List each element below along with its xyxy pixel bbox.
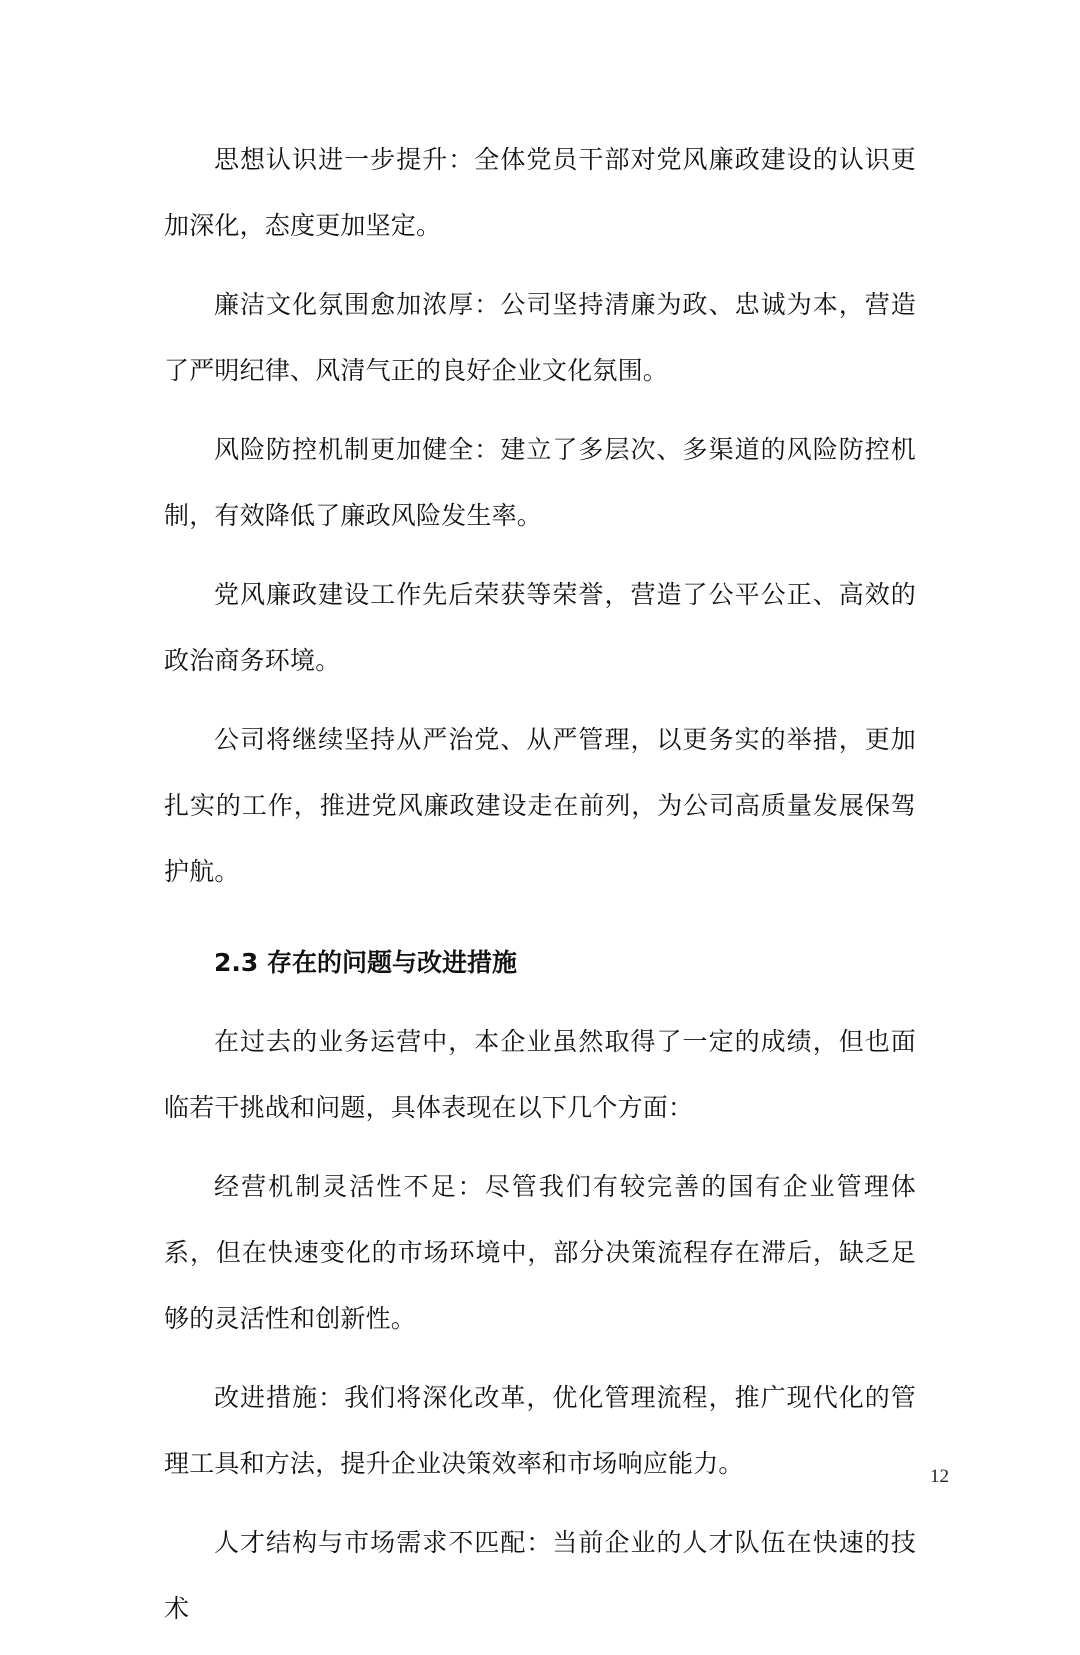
paragraph-improvement-measures: 改进措施：我们将深化改革，优化管理流程，推广现代化的管理工具和方法，提升企业决策效率和市场响应能力。 xyxy=(164,1383,916,1478)
section-heading: 2.3 存在的问题与改进措施 xyxy=(214,948,517,977)
paragraph-honors: 党风廉政建设工作先后荣获等荣誉，营造了公平公正、高效的政治商务环境。 xyxy=(164,580,916,675)
page-number: 12 xyxy=(930,1466,949,1487)
paragraph-continue-commitment: 公司将继续坚持从严治党、从严管理，以更务实的举措，更加扎实的工作，推进党风廉政建设走在前列，为公司高质量发展保驾护航。 xyxy=(164,725,916,886)
paragraph-risk-control: 风险防控机制更加健全：建立了多层次、多渠道的风险防控机制，有效降低了廉政风险发生率。 xyxy=(164,435,916,530)
paragraph-mechanism-flexibility: 经营机制灵活性不足：尽管我们有较完善的国有企业管理体系，但在快速变化的市场环境中，部分决策流程存在滞后，缺乏足够的灵活性和创新性。 xyxy=(164,1172,916,1333)
document-body xyxy=(164,127,916,1655)
paragraph-integrity-culture: 廉洁文化氛围愈加浓厚：公司坚持清廉为政、忠诚为本，营造了严明纪律、风清气正的良好企业文化氛围。 xyxy=(164,290,916,385)
paragraph-ideological-awareness: 思想认识进一步提升：全体党员干部对党风廉政建设的认识更加深化，态度更加坚定。 xyxy=(164,145,916,240)
paragraph-challenges-intro: 在过去的业务运营中，本企业虽然取得了一定的成绩，但也面临若干挑战和问题，具体表现在以下几个方面： xyxy=(164,1027,916,1122)
paragraph-talent-structure: 人才结构与市场需求不匹配：当前企业的人才队伍在快速的技术 xyxy=(164,1528,916,1623)
